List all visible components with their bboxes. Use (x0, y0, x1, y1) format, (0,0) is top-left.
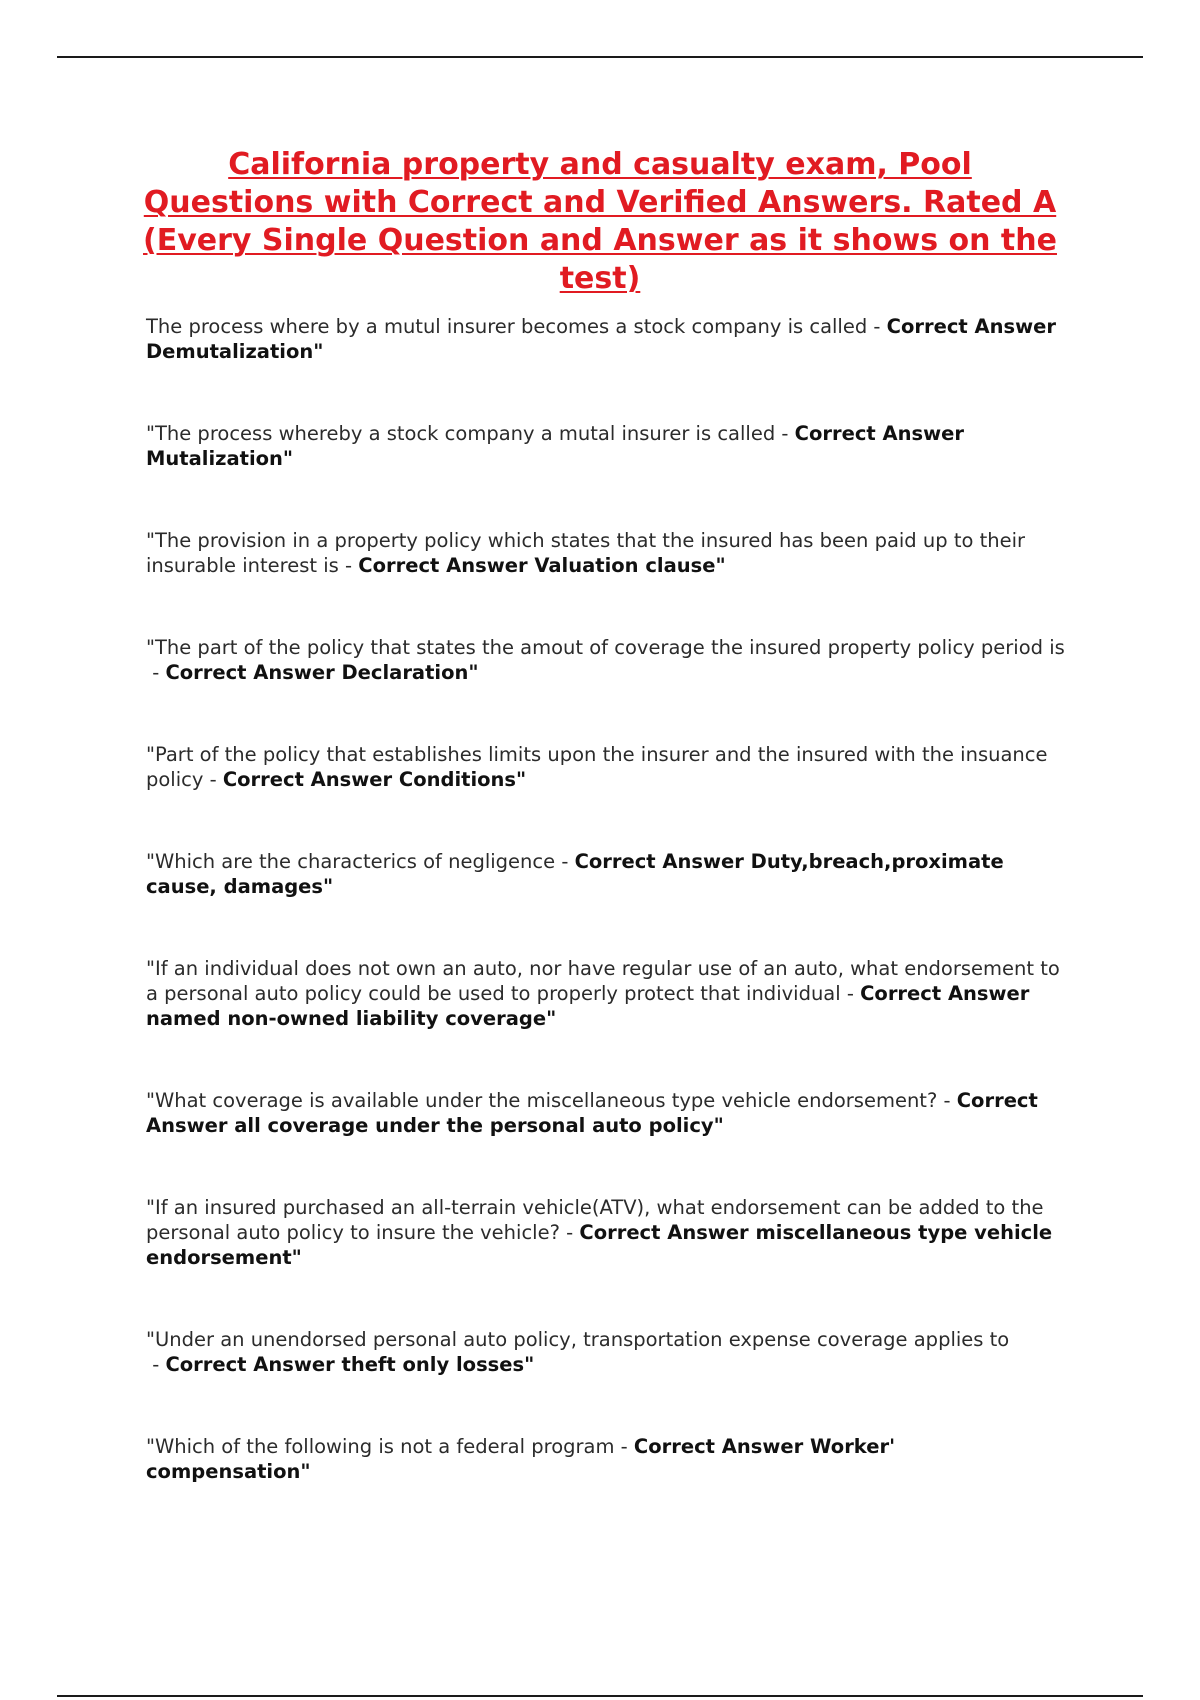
qa-item (146, 956, 1066, 1031)
question-text: "If an individual does not own an auto, nor have regular use of an auto, what endorsement to a personal auto policy could be used to properly protect that individual (146, 957, 1060, 1005)
answer-text: Correct Answer Worker' compensation" (146, 1435, 896, 1483)
qa-separator: - (937, 1089, 957, 1112)
question-text: "Which are the characterics of negligence (146, 850, 556, 873)
qa-item (146, 1327, 1066, 1377)
question-text: "What coverage is available under the miscellaneous type vehicle endorsement? (146, 1089, 938, 1112)
qa-item (146, 314, 1066, 364)
qa-item (146, 1195, 1066, 1270)
bottom-rule (57, 1695, 1143, 1697)
qa-item (146, 528, 1066, 578)
question-text: "If an insured purchased an all-terrain vehicle(ATV), what endorsement can be added to the personal auto policy to insure the vehicle? (146, 1196, 1044, 1244)
question-text: "The process whereby a stock company a mutal insurer is called (146, 422, 776, 445)
qa-item (146, 1434, 1066, 1484)
question-text: "Part of the policy that establishes limits upon the insurer and the insured with the insuance policy (146, 743, 1048, 791)
answer-text: Correct Answer Declaration" (165, 661, 479, 684)
question-text: "The provision in a property policy which states that the insured has been paid up to their insurable interest is (146, 529, 1026, 577)
answer-text: Correct Answer miscellaneous type vehicle endorsement" (146, 1221, 1053, 1269)
top-rule (57, 56, 1143, 58)
qa-separator: - (203, 768, 223, 791)
qa-item (146, 421, 1066, 471)
answer-text: Correct Answer named non-owned liability coverage" (146, 982, 1030, 1030)
document-title: California property and casualty exam, Pool Questions with Correct and Verified Answers. Rated A (Every Single Question and Answer as it shows on the test) (143, 147, 1057, 296)
question-text: The process where by a mutul insurer becomes a stock company is called (146, 315, 868, 338)
qa-separator: - (559, 1221, 580, 1244)
qa-separator: - (840, 982, 861, 1005)
qa-separator: - (338, 554, 359, 577)
qa-separator: - (775, 422, 795, 445)
qa-separator: - (867, 315, 887, 338)
qa-list (146, 314, 1066, 1484)
answer-text: Correct Answer Conditions" (222, 768, 527, 791)
qa-item (146, 849, 1066, 899)
answer-text: Correct Answer Mutalization" (146, 422, 964, 470)
qa-separator: - (614, 1435, 634, 1458)
qa-item (146, 1088, 1066, 1138)
question-text: "Under an unendorsed personal auto policy, transportation expense coverage applies to (146, 1328, 1010, 1351)
answer-text: Correct Answer Duty,breach,proximate cause, damages" (146, 850, 1004, 898)
answer-text: Correct Answer all coverage under the personal auto policy" (146, 1089, 1038, 1137)
answer-text: Correct Answer Valuation clause" (358, 554, 726, 577)
answer-text: Correct Answer theft only losses" (165, 1353, 535, 1376)
question-text: "The part of the policy that states the amout of coverage the insured property policy period is (146, 636, 1065, 659)
qa-separator: - (146, 661, 166, 684)
qa-item (146, 635, 1066, 685)
qa-item (146, 742, 1066, 792)
answer-text: Correct Answer Demutalization" (146, 315, 1056, 363)
qa-separator: - (555, 850, 575, 873)
qa-separator: - (146, 1353, 166, 1376)
question-text: "Which of the following is not a federal program (146, 1435, 615, 1458)
